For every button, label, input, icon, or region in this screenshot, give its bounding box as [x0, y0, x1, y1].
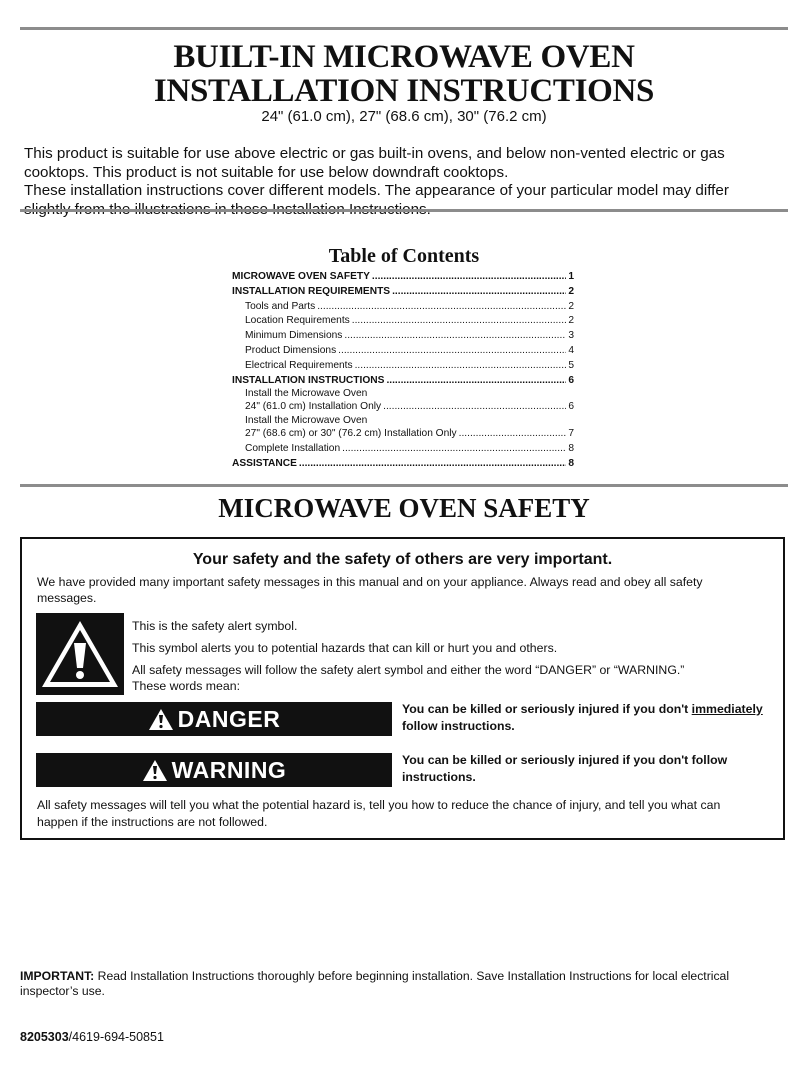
- toc-entry-label: INSTALLATION REQUIREMENTS: [232, 285, 391, 297]
- warning-alert-icon: [142, 759, 168, 782]
- safety-footer-text: All safety messages will tell you what the potential hazard is, tell you how to reduce the chance of injury, and tell you what can happen if the instructions are not followed.: [37, 798, 721, 829]
- toc-entry-page: 3: [568, 330, 574, 342]
- alert-text-4: These words mean:: [132, 679, 240, 693]
- toc-entry-prefix: Install the Microwave Oven: [245, 415, 368, 427]
- toc-entry[interactable]: [232, 300, 574, 315]
- toc-entry-page: 8: [568, 457, 574, 469]
- toc-entry-label: Product Dimensions: [245, 344, 337, 356]
- toc-entry-page: 2: [568, 315, 574, 327]
- alert-text-3: All safety messages will follow the safety alert symbol and either the word “DANGER” or “WARNING.”: [132, 663, 685, 677]
- toc-entry[interactable]: [232, 359, 574, 374]
- danger-signal-bar: [36, 702, 392, 736]
- toc-entry-page: 1: [568, 271, 574, 282]
- safety-headline: Your safety and the safety of others are very important.: [192, 551, 613, 568]
- intro-paragraph-1: This product is suitable for use above electric or gas built-in ovens, and below non-vented electric or gas cooktops. This product is not suitable for use below downdraft cooktops.: [24, 145, 725, 181]
- toc-leader: [342, 442, 566, 457]
- toc-entry[interactable]: [232, 400, 574, 415]
- toc-entry[interactable]: [232, 344, 574, 359]
- toc-entry-page: 6: [568, 374, 574, 386]
- important-label: IMPORTANT:: [20, 969, 95, 983]
- toc-entry-page: 2: [568, 285, 574, 297]
- toc-entry-page: 5: [568, 359, 574, 371]
- toc-entry[interactable]: [232, 374, 574, 389]
- part-number: 8205303/4619-694-50851: [20, 1030, 164, 1044]
- toc-leader: [372, 270, 566, 285]
- toc-entry-page: 2: [568, 300, 574, 312]
- toc-entry-label: Electrical Requirements: [245, 359, 353, 371]
- toc-entry-label: Location Requirements: [245, 315, 350, 327]
- toc-leader: [386, 374, 566, 389]
- toc-entry[interactable]: [232, 285, 574, 300]
- table-of-contents: [232, 270, 574, 472]
- toc-entry[interactable]: [232, 329, 574, 344]
- toc-entry-label: INSTALLATION INSTRUCTIONS: [232, 374, 385, 386]
- toc-top-rule: [20, 209, 788, 212]
- toc-entry-page: 4: [568, 344, 574, 356]
- safety-box: [20, 537, 785, 840]
- toc-leader: [383, 400, 566, 415]
- safety-alert-icon: [36, 613, 124, 695]
- toc-entry-label: Minimum Dimensions: [245, 330, 343, 342]
- important-text: Read Installation Instructions thoroughly before beginning installation. Save Installation Instructions for local electrical inspector’s use.: [20, 969, 730, 998]
- warning-label: WARNING: [171, 756, 287, 783]
- toc-entry-label: ASSISTANCE: [232, 457, 297, 469]
- intro-paragraph-2: These installation instructions cover different models. The appearance of your particular model may differ: [24, 182, 729, 199]
- section-title: MICROWAVE OVEN SAFETY: [218, 493, 590, 523]
- toc-leader: [317, 300, 566, 315]
- size-list: 24" (61.0 cm), 27" (68.6 cm), 30" (76.2 cm): [261, 108, 547, 125]
- safety-intro: We have provided many important safety messages in this manual and on your appliance. Always read and obey all safety messages.: [37, 575, 703, 605]
- toc-entry-label: 24" (61.0 cm) Installation Only: [245, 401, 382, 413]
- danger-label: DANGER: [177, 705, 281, 732]
- toc-leader: [338, 344, 566, 359]
- danger-description: You can be killed or seriously injured if you don't immediately follow instructions.: [402, 702, 763, 733]
- immediately-emphasis: immediately: [691, 702, 763, 716]
- toc-entry[interactable]: [232, 427, 574, 442]
- toc-entry-page: 7: [568, 428, 574, 440]
- toc-entry[interactable]: [232, 314, 574, 329]
- toc-entry-page: 8: [568, 442, 574, 454]
- toc-bottom-rule: [20, 484, 788, 487]
- toc-leader: [392, 285, 566, 300]
- document-title-line2: INSTALLATION INSTRUCTIONS: [153, 73, 655, 109]
- toc-entry-label: 27" (68.6 cm) or 30" (76.2 cm) Installation Only: [245, 428, 457, 440]
- toc-leader: [344, 329, 566, 344]
- danger-alert-icon: [148, 708, 174, 731]
- warning-signal-bar: [36, 753, 392, 787]
- alert-text-2: This symbol alerts you to potential hazards that can kill or hurt you and others.: [132, 641, 558, 655]
- alert-text-1: This is the safety alert symbol.: [132, 619, 298, 633]
- toc-entry[interactable]: [232, 442, 574, 457]
- toc-leader: [299, 457, 566, 472]
- toc-heading: Table of Contents: [328, 245, 480, 267]
- toc-leader: [352, 314, 567, 329]
- document-title-line1: BUILT-IN MICROWAVE OVEN: [173, 39, 635, 75]
- toc-leader: [355, 359, 567, 374]
- toc-entry-prefix: Install the Microwave Oven: [245, 388, 368, 400]
- toc-entry-page: 6: [568, 401, 574, 413]
- toc-entry[interactable]: [232, 270, 574, 285]
- warning-description: You can be killed or seriously injured if you don't follow instructions.: [402, 753, 728, 784]
- toc-leader: [459, 427, 567, 442]
- toc-entry-label: MICROWAVE OVEN SAFETY: [232, 271, 370, 282]
- top-rule: [20, 27, 788, 30]
- toc-entry-label: Complete Installation: [245, 442, 341, 454]
- toc-entry[interactable]: [232, 457, 574, 472]
- toc-entry-label: Tools and Parts: [245, 300, 316, 312]
- important-note: [20, 969, 778, 999]
